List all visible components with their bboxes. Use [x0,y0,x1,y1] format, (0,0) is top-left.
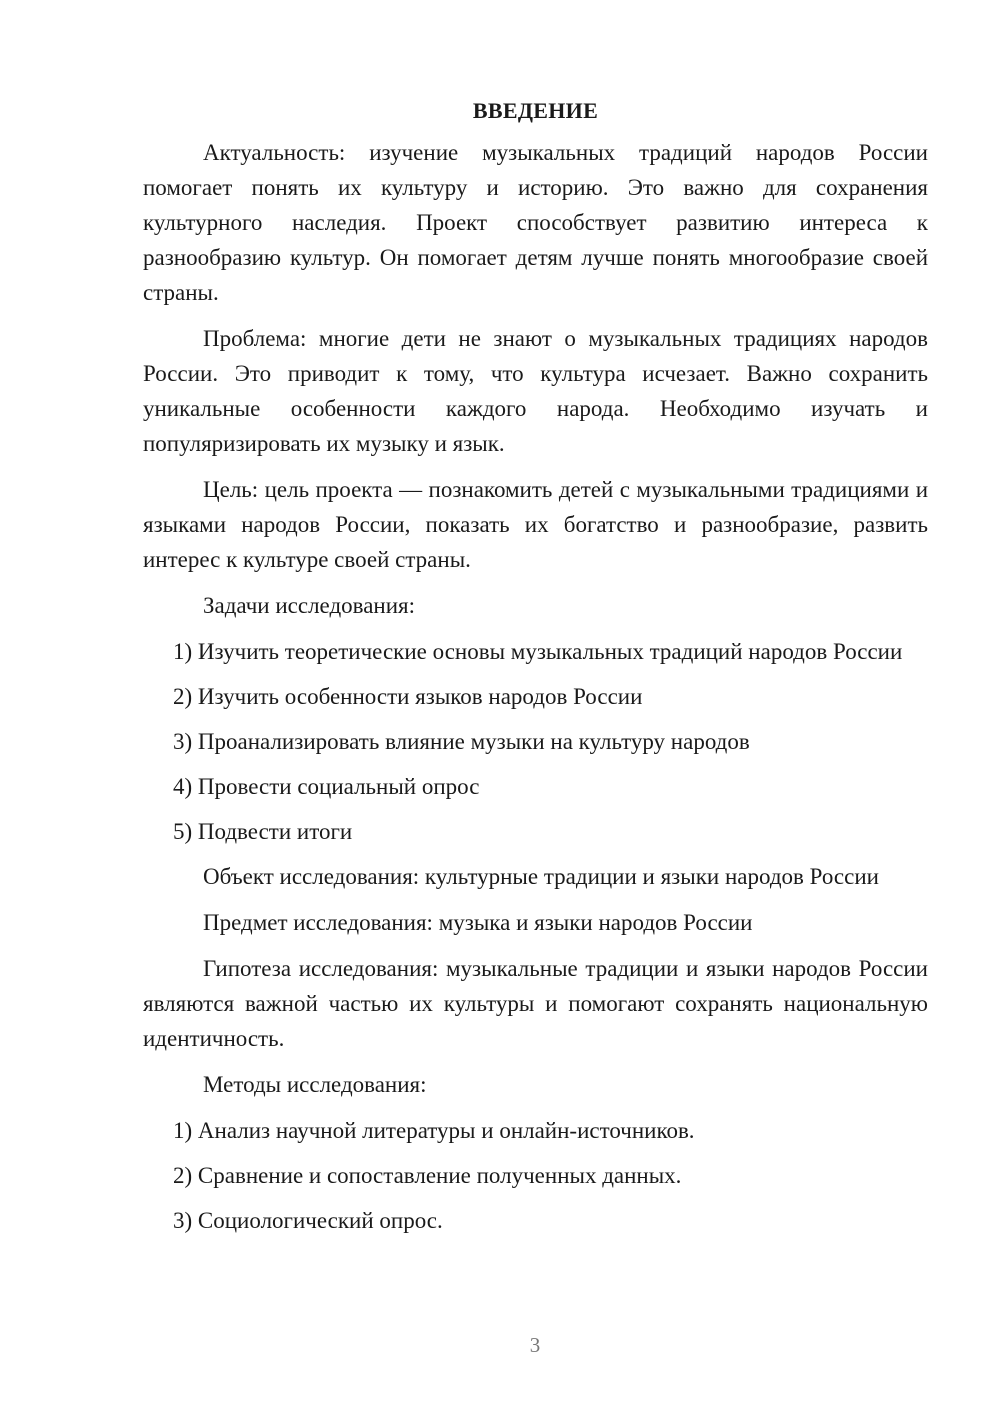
tasks-heading: Задачи исследования: [203,593,416,618]
method-item: 2) Сравнение и сопоставление полученных данных. [173,1163,682,1188]
task-item: 2) Изучить особенности языков народов России [173,684,643,709]
method-item: 3) Социологический опрос. [173,1208,443,1233]
goal-paragraph: Цель: цель проекта — познакомить детей с музыкальными традициями и языками народов России, показать их богатство и разнообразие, развить интерес к культуре своей страны. [143,477,928,572]
methods-heading: Методы исследования: [203,1072,427,1097]
relevance-paragraph: Актуальность: изучение музыкальных традиций народов России помогает понять их культуру и историю. Это важно для сохранения культурного наследия. Проект способствует развитию интереса к разнообразию культур. Он помогает детям лучше понять многообразие своей страны. [143,140,928,305]
method-item: 1) Анализ научной литературы и онлайн-источников. [173,1118,695,1143]
subject-paragraph: Предмет исследования: музыка и языки народов России [203,910,753,935]
task-item: 5) Подвести итоги [173,819,353,844]
task-item: 4) Провести социальный опрос [173,774,480,799]
task-item: 1) Изучить теоретические основы музыкальных традиций народов России [173,639,903,664]
problem-paragraph: Проблема: многие дети не знают о музыкальных традициях народов России. Это приводит к тому, что культура исчезает. Важно сохранить уникальные особенности каждого народа. Необходимо изучать и популяризировать их музыку и язык. [143,326,928,456]
page-content [143,94,928,1248]
page-number: 3 [529,1333,541,1357]
task-item: 3) Проанализировать влияние музыки на культуру народов [173,729,750,754]
hypothesis-paragraph: Гипотеза исследования: музыкальные традиции и языки народов России являются важной частью их культуры и помогают сохранять национальную идентичность. [143,956,928,1051]
page-title: ВВЕДЕНИЕ [472,98,599,123]
object-paragraph: Объект исследования: культурные традиции и языки народов России [203,864,879,889]
